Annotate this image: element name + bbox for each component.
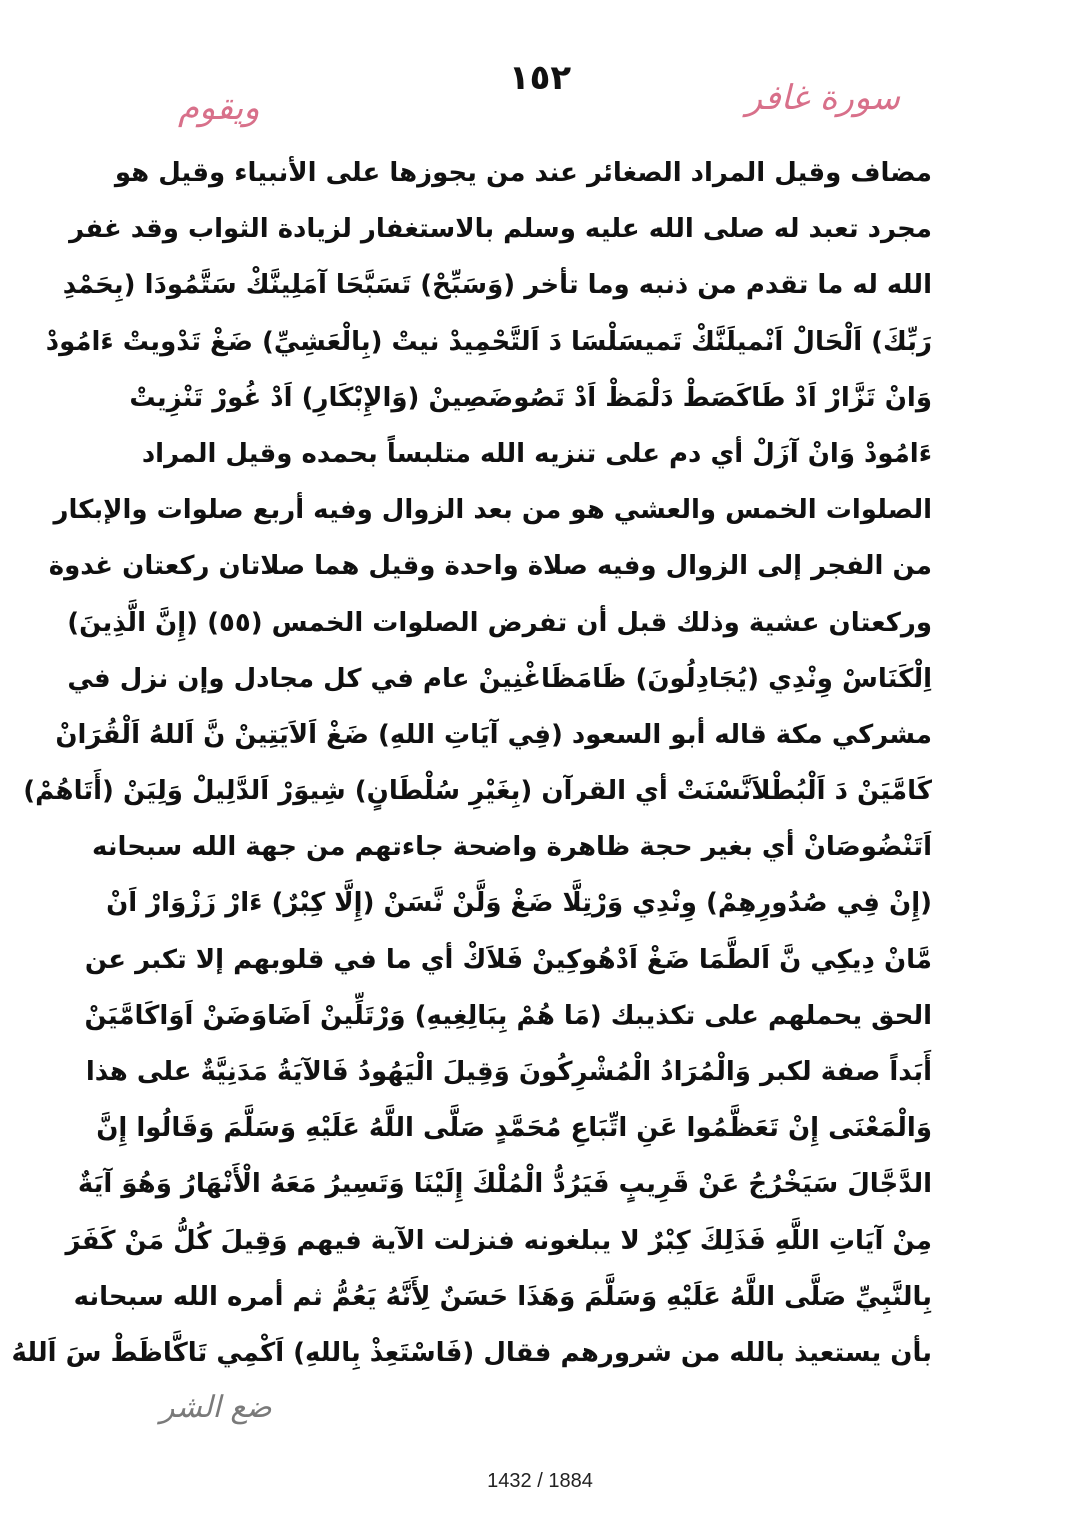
handwritten-margin-note: ويقوم: [178, 88, 260, 128]
handwritten-surah-note: سورة غافر: [745, 78, 900, 118]
text-line: مَّانْ دِيكِي نَّ اَلطَّمَا ضَغْ اَدْهُوكِينْ فَلاَكْ أي ما في قلوبهم إلا تكبر عن: [84, 944, 932, 975]
handwritten-bottom-note: ضع الشر: [160, 1390, 272, 1425]
body-text: [11, 145, 932, 1381]
text-line: رَبِّكَ) اَلْحَالْ اَنْميلَنَّكْ تَميسَلْسَا دَ اَلتَّحْمِيدْ نيتْ (بِالْعَشِيِّ) ضَغْ تَدْويتْ ءَامُودْ: [45, 326, 932, 357]
text-line: الدَّجَّالَ سَيَخْرُجُ عَنْ قَرِيبٍ فَيَرُدُّ الْمُلْكَ إِلَيْنَا وَتَسِيرُ مَعَهُ الْأَنْهَارُ وَهُوَ آيَةٌ: [77, 1169, 932, 1200]
text-line: ءَامُودْ وَانْ آزَلْ أي دم على تنزيه الله متلبساً بحمده وقيل المراد: [141, 438, 932, 469]
text-line: الحق يحملهم على تكذيبك (مَا هُمْ بِبَالِغِيهِ) وَرْتَلِّينْ اَضَاوَضَنْ اَوَاكَامَّيَنْ: [84, 1000, 932, 1031]
text-line: بأن يستعيذ بالله من شرورهم فقال (فَاسْتَعِذْ بِاللهِ) اَكْمِي تَاكَّاظَطْ سَ اَللهُ: [11, 1337, 932, 1368]
text-line: الصلوات الخمس والعشي هو من بعد الزوال وفيه أربع صلوات والإبكار: [53, 495, 932, 526]
text-line: وَانْ تَزَّارْ اَدْ طَاكَصَطْ دَلْمَظْ اَدْ تَصُوضَصِينْ (وَالإِبْكَارِ) اَدْ غُورْ تَنْزِيتْ: [129, 382, 932, 413]
text-line: اِلْكَنَاسْ وِنْدِي (يُجَادِلُونَ) ظَامَظَاغْنِينْ عام في كل مجادل وإن نزل في: [67, 663, 932, 694]
text-line: بِالنَّبِيِّ صَلَّى اللَّهُ عَلَيْهِ وَسَلَّمَ وَهَذَا حَسَنٌ لِأَنَّهُ يَعُمُّ ثم أمره الله سبحانه: [73, 1281, 932, 1312]
text-line: من الفجر إلى الزوال وفيه صلاة واحدة وقيل هما صلاتان ركعتان غدوة: [48, 551, 932, 582]
text-line: مشركي مكة قاله أبو السعود (فِي آيَاتِ اللهِ) ضَغْ اَلاَيَتِينْ نَّ اَللهُ اَلْقُرَانْ: [55, 719, 932, 750]
text-line: مِنْ آيَاتِ اللَّهِ فَذَلِكَ كِبْرٌ لا يبلغونه فنزلت الآية فيهم وَقِيلَ كُلُّ مَنْ كَفَرَ: [65, 1225, 932, 1256]
text-line: (إِنْ فِي صُدُورِهِمْ) وِنْدِي وَرْتِلَّا ضَغْ وَلَّنْ نَّسَنْ (إِلَّا كِبْرٌ) ءَارْ زَزْوَارْ اَنْ: [106, 888, 932, 919]
text-line: وَالْمَعْنَى إِنْ تَعَظَّمُوا عَنِ اتِّبَاعِ مُحَمَّدٍ صَلَّى اللَّهُ عَلَيْهِ وَسَلَّمَ وَقَالُوا إِنَّ: [96, 1113, 932, 1144]
page-number: ١٥٢: [508, 58, 572, 98]
text-line: مضاف وقيل المراد الصغائر عند من يجوزها على الأنبياء وقيل هو: [114, 158, 932, 188]
page-counter: 1432 / 1884: [487, 1470, 593, 1492]
text-line: كَامَّيَنْ دَ اَلْبُطْلاَنَّسْنَتْ أي القرآن (بِغَيْرِ سُلْطَانٍ) شِيوَرْ اَلدَّلِيلْ وَلِيَنْ (أَتَاهُمْ): [23, 776, 932, 807]
text-line: اَتَنْضُوصَانْ أي بغير حجة ظاهرة واضحة جاءتهم من جهة الله سبحانه: [91, 832, 932, 863]
text-line: وركعتان عشية وذلك قبل أن تفرض الصلوات الخمس (٥٥) (إِنَّ الَّذِينَ): [67, 607, 932, 638]
text-line: الله له ما تقدم من ذنبه وما تأخر (وَسَبِّحْ) تَسَبَّحَا آمَلِينَّكْ سَتَّمُودَا (بِحَمْدِ: [62, 270, 932, 301]
text-line: مجرد تعبد له صلى الله عليه وسلم بالاستغفار لزيادة الثواب وقد غفر: [69, 214, 932, 245]
text-line: أَبَداً صفة لكبر وَالْمُرَادُ الْمُشْرِكُونَ وَقِيلَ الْيَهُودُ فَالآيَةُ مَدَنِيَّةٌ على هذا: [85, 1057, 932, 1087]
